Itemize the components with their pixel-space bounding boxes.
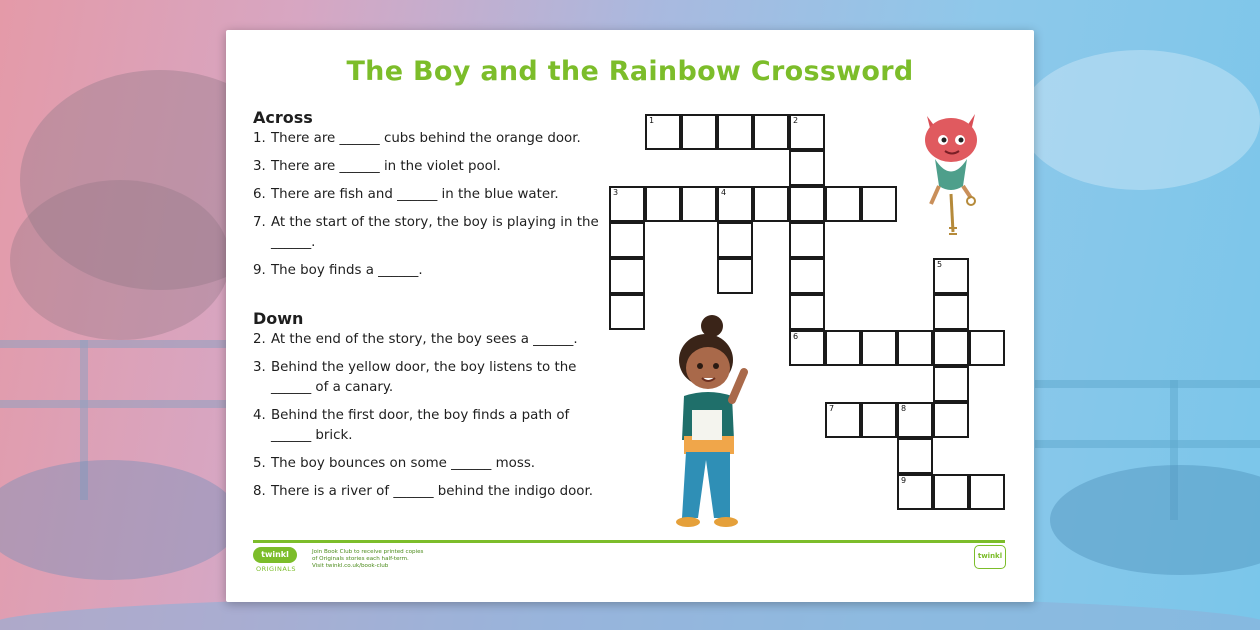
grid-cell[interactable] <box>753 114 789 150</box>
creature-illustration <box>905 104 997 240</box>
clues-panel <box>253 108 613 510</box>
boy-illustration <box>662 310 754 532</box>
grid-cell[interactable]: 1 <box>645 114 681 150</box>
footer-text: Join Book Club to receive printed copies of Originals stories each half-term. Visit twinkl.co.uk/book-club <box>312 549 424 569</box>
grid-cell[interactable] <box>717 114 753 150</box>
grid-cell[interactable] <box>969 474 1005 510</box>
down-clue: 3. Behind the yellow door, the boy listens to the ______ of a canary. <box>253 360 577 395</box>
grid-cell[interactable] <box>969 330 1005 366</box>
down-heading: Down <box>253 309 304 328</box>
down-clue: 4. Behind the first door, the boy finds a path of ______ brick. <box>253 408 570 443</box>
grid-cell[interactable] <box>717 258 753 294</box>
grid-cell[interactable]: 3 <box>609 186 645 222</box>
grid-cell[interactable] <box>897 438 933 474</box>
grid-cell[interactable] <box>789 186 825 222</box>
across-clue: 1. There are ______ cubs behind the orange door. <box>253 131 581 146</box>
grid-cell[interactable] <box>717 222 753 258</box>
down-clue: 8. There is a river of ______ behind the indigo door. <box>253 484 593 499</box>
grid-cell[interactable] <box>861 330 897 366</box>
grid-cell[interactable] <box>933 402 969 438</box>
grid-cell[interactable] <box>681 114 717 150</box>
grid-cell[interactable]: 5 <box>933 258 969 294</box>
grid-cell[interactable] <box>825 330 861 366</box>
grid-cell[interactable] <box>609 222 645 258</box>
grid-cell[interactable] <box>645 186 681 222</box>
across-clue: 9. The boy finds a ______. <box>253 263 423 278</box>
grid-cell[interactable] <box>789 294 825 330</box>
grid-cell[interactable] <box>789 150 825 186</box>
grid-cell[interactable] <box>933 366 969 402</box>
grid-cell[interactable] <box>861 402 897 438</box>
footer-divider <box>253 540 1005 543</box>
grid-cell[interactable]: 7 <box>825 402 861 438</box>
down-clue: 5. The boy bounces on some ______ moss. <box>253 456 536 471</box>
across-clue: 6. There are fish and ______ in the blue water. <box>253 187 559 202</box>
grid-cell[interactable] <box>609 258 645 294</box>
grid-cell[interactable] <box>933 474 969 510</box>
grid-cell[interactable] <box>861 186 897 222</box>
grid-cell[interactable]: 9 <box>897 474 933 510</box>
grid-cell[interactable] <box>789 258 825 294</box>
grid-cell[interactable] <box>933 294 969 330</box>
grid-cell[interactable]: 6 <box>789 330 825 366</box>
grid-cell[interactable] <box>753 186 789 222</box>
down-clue: 2. At the end of the story, the boy sees a ______. <box>253 332 578 347</box>
grid-cell[interactable]: 8 <box>897 402 933 438</box>
across-heading: Across <box>253 108 313 127</box>
across-clue: 7. At the start of the story, the boy is playing in the ______. <box>253 215 599 250</box>
across-clue: 3. There are ______ in the violet pool. <box>253 159 501 174</box>
twinkl-logo: twinkl <box>974 545 1008 575</box>
twinkl-originals-logo: twinkl ORIGINALS <box>253 547 299 577</box>
grid-cell[interactable]: 2 <box>789 114 825 150</box>
grid-cell[interactable] <box>681 186 717 222</box>
grid-cell[interactable]: 4 <box>717 186 753 222</box>
grid-cell[interactable] <box>609 294 645 330</box>
page-title: The Boy and the Rainbow Crossword <box>346 56 914 87</box>
grid-cell[interactable] <box>933 330 969 366</box>
grid-cell[interactable] <box>789 222 825 258</box>
grid-cell[interactable] <box>825 186 861 222</box>
grid-cell[interactable] <box>897 330 933 366</box>
